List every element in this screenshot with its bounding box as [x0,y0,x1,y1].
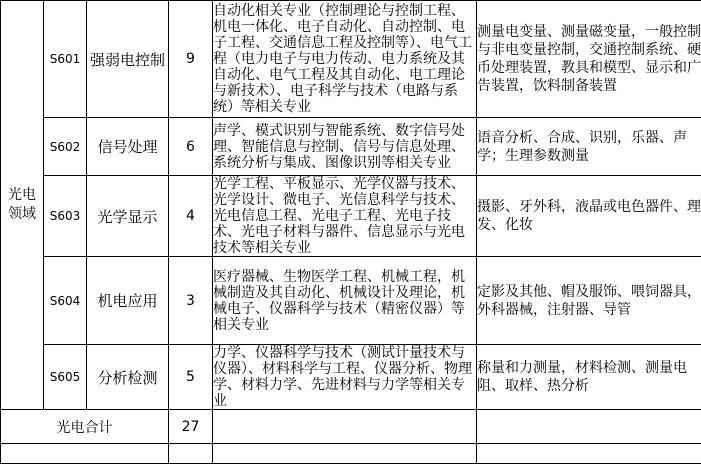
table-row [1,444,701,464]
majors-cell: 光学工程、平板显示、光学仪器与技术、光学设计、微电子、光信息科学与技术、光电信息工程、光电子工程、光电子技术、光电子材料与器件、信息显示与光电技术等相关专业 [213,176,477,257]
total-row [1,410,701,444]
table-row [1,1,701,118]
name-cell: 机电应用 [87,257,169,345]
name-cell: 分析检测 [87,345,169,410]
code-cell: S604 [44,257,87,345]
count-cell: 5 [169,345,213,410]
total-label: 光电合计 [1,410,169,444]
table-row [1,118,701,176]
empty-cell [213,444,477,464]
total-count: 27 [169,410,213,444]
code-cell: S601 [44,1,87,118]
fields-cell: 摄影、牙外科，液晶或电色器件、理发、化妆 [477,176,701,257]
table-row [1,176,701,257]
empty-cell [169,444,213,464]
code-cell: S603 [44,176,87,257]
empty-cell [1,444,169,464]
count-cell: 3 [169,257,213,345]
area-label: 光电领域 [8,186,36,224]
area-cell [1,1,44,410]
majors-cell: 声学、模式识别与智能系统、数字信号处理、智能信息与控制、信号与信息处理、系统分析与集成、图像识别等相关专业 [213,118,477,176]
count-cell: 9 [169,1,213,118]
count-cell: 4 [169,176,213,257]
empty-cell [213,410,477,444]
code-cell: S602 [44,118,87,176]
empty-cell [477,444,701,464]
majors-cell: 医疗器械、生物医学工程、机械工程，机械制造及其自动化、机械设计及理论，机械电子、仪器科学与技术（精密仪器）等相关专业 [213,257,477,345]
majors-cell: 力学、仪器科学与技术（测试计量技术与仪器）、材料科学与工程、仪器分析、物理学、材料力学、先进材料与力学等相关专业 [213,345,477,410]
fields-cell: 语音分析、合成、识别，乐器、声学；生理参数测量 [477,118,701,176]
majors-cell: 自动化相关专业（控制理论与控制工程、机电一体化、电子自动化、自动控制、电子工程、交通信息工程及控制等）、电气工程（电力电子与电力传动、电力系统及其自动化、电气工程及其自动化、电工理论与新技术）、电子科学与技术（电路与系统）等相关专业 [213,1,477,118]
name-cell: 强弱电控制 [87,1,169,118]
fields-cell: 测量电变量、测量磁变量，一般控制与非电变量控制，交通控制系统、硬币处理装置，教具和模型、显示和广告装置，饮料制备装置 [477,1,701,118]
code-cell: S605 [44,345,87,410]
table-row [1,257,701,345]
name-cell: 光学显示 [87,176,169,257]
count-cell: 6 [169,118,213,176]
empty-cell [477,410,701,444]
name-cell: 信号处理 [87,118,169,176]
fields-cell: 称量和力测量，材料检测、测量电阻、取样、热分析 [477,345,701,410]
table-row [1,345,701,410]
fields-cell: 定影及其他、帽及服饰、喂饲器具，外科器械，注射器、导管 [477,257,701,345]
